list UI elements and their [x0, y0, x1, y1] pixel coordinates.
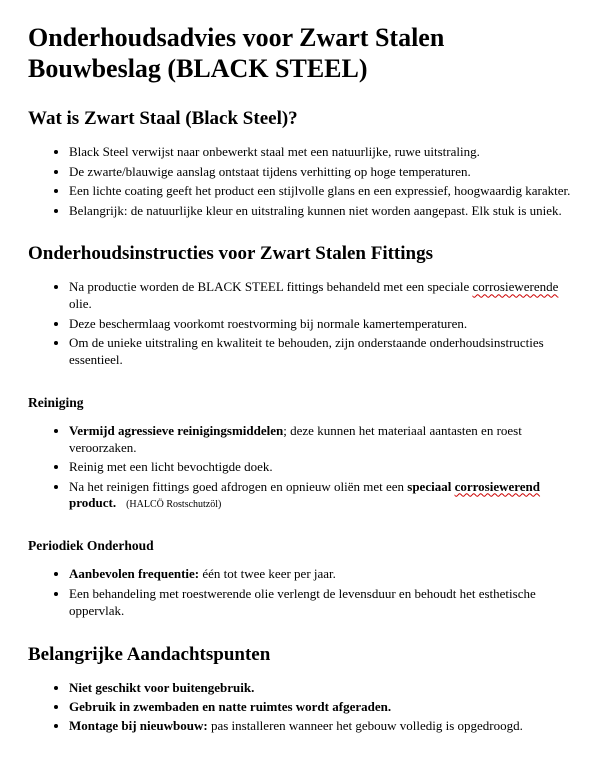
list-item	[69, 423, 579, 457]
text-segment: Reinig met een licht bevochtigde doek.	[69, 459, 273, 475]
section-heading: Onderhoudsinstructies voor Zwart Stalen Fittings	[28, 243, 434, 265]
list-item	[69, 203, 579, 220]
text-segment: Black Steel verwijst naar onbewerkt staal met een natuurlijke, ruwe uitstraling.	[69, 144, 480, 160]
text-segment: product.	[69, 495, 117, 511]
list-item	[69, 279, 579, 313]
text-segment: Aanbevolen frequentie:	[69, 566, 200, 582]
text-segment: Een behandeling met roestwerende olie verlengt de levensduur en behoudt het esthetische oppervlak.	[69, 585, 536, 618]
list-item	[69, 586, 579, 620]
list-item	[69, 183, 579, 200]
page-title: Onderhoudsadvies voor Zwart Stalen Bouwbeslag (BLACK STEEL)	[28, 23, 445, 84]
list-item	[69, 144, 579, 161]
text-segment: olie.	[69, 296, 92, 312]
section-heading: Reiniging	[28, 394, 84, 410]
bullet-list	[28, 423, 579, 512]
text-segment: Deze beschermlaag voorkomt roestvorming bij normale kamertemperaturen.	[69, 315, 468, 331]
text-segment: Niet geschikt voor buitengebruik.	[69, 679, 255, 695]
list-item	[69, 718, 579, 735]
list-item	[69, 680, 579, 697]
text-segment: corrosiewerende	[472, 279, 559, 295]
text-segment: Een lichte coating geeft het product een stijlvolle glans en een expressief, hoogwaardig karakter.	[69, 183, 571, 199]
bullet-list	[28, 566, 579, 619]
text-segment: Na het reinigen fittings goed afdrogen en opnieuw oliën met een	[69, 478, 408, 494]
text-segment: één tot twee keer per jaar.	[199, 566, 336, 582]
list-item	[69, 164, 579, 181]
text-segment: Gebruik in zwembaden en natte ruimtes wordt afgeraden.	[69, 698, 392, 714]
bullet-list	[28, 144, 579, 219]
text-segment: De zwarte/blauwige aanslag ontstaat tijdens verhitting op hoge temperaturen.	[69, 163, 471, 179]
document-body	[28, 108, 579, 735]
section-heading: Belangrijke Aandachtspunten	[28, 643, 271, 665]
text-segment: (HALCÖ Rostschutzöl)	[126, 499, 222, 511]
bullet-list	[28, 680, 579, 736]
text-segment: Belangrijk: de natuurlijke kleur en uitstraling kunnen niet worden aangepast. Elk stuk is uniek.	[69, 202, 562, 218]
text-segment: corrosiewerend	[454, 478, 541, 494]
list-item	[69, 566, 579, 583]
text-segment: speciaal	[407, 478, 455, 494]
bullet-list	[28, 279, 579, 368]
text-segment: pas installeren wanneer het gebouw volledig is opgedroogd.	[207, 718, 523, 734]
list-item	[69, 335, 579, 369]
list-item	[69, 459, 579, 476]
text-segment: Na productie worden de BLACK STEEL fittings behandeld met een speciale	[69, 279, 473, 295]
text-segment: Montage bij nieuwbouw:	[69, 718, 208, 734]
list-item	[69, 479, 579, 513]
text-segment: ; deze kunnen het materiaal aantasten en roest veroorzaken.	[69, 422, 522, 455]
list-item	[69, 316, 579, 333]
section-heading: Periodiek Onderhoud	[28, 538, 154, 554]
list-item	[69, 699, 579, 716]
section-heading: Wat is Zwart Staal (Black Steel)?	[28, 108, 298, 130]
text-segment: Vermijd agressieve reinigingsmiddelen	[69, 422, 284, 438]
text-segment: Om de unieke uitstraling en kwaliteit te behouden, zijn onderstaande onderhoudsinstructies essentieel.	[69, 335, 544, 367]
